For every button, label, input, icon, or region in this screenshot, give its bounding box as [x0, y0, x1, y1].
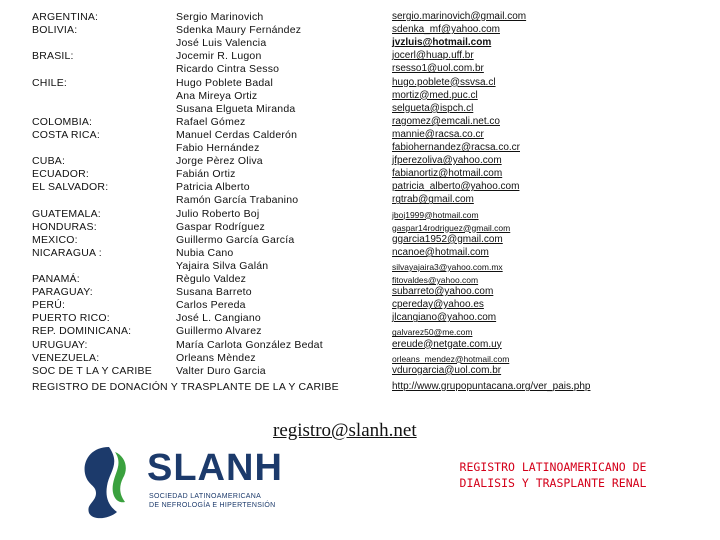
contact-name: Manuel Cerdas Calderón — [176, 128, 298, 141]
contact-row — [0, 352, 720, 365]
contact-name: Sdenka Maury Fernández — [176, 24, 302, 37]
country-label: PERÚ: — [32, 299, 66, 312]
contact-email-link[interactable]: selgueta@ispch.cl — [392, 102, 474, 114]
contact-row — [0, 11, 720, 24]
country-label: NICARAGUA : — [32, 246, 102, 259]
contact-row — [0, 221, 720, 234]
country-label: COSTA RICA: — [32, 128, 100, 141]
country-label: CUBA: — [32, 155, 66, 168]
contact-name: Carlos Pereda — [176, 299, 246, 312]
contact-name: Patricia Alberto — [176, 181, 250, 194]
contact-name: Gaspar Rodríguez — [176, 220, 265, 233]
contact-name: Ana Mireya Ortiz — [176, 89, 258, 102]
contact-row — [0, 168, 720, 181]
contact-name: Hugo Poblete Badal — [176, 76, 274, 89]
contact-email-link[interactable]: jvzluis@hotmail.com — [392, 37, 492, 49]
contact-row — [0, 365, 720, 378]
country-label: URUGUAY: — [32, 338, 88, 351]
contact-name: Règulo Valdez — [176, 273, 247, 285]
registry-link[interactable]: http://www.grupopuntacana.org/ver_pais.php — [392, 381, 591, 392]
contact-row — [0, 194, 720, 207]
contact-row — [0, 299, 720, 312]
country-label: PANAMÁ: — [32, 273, 80, 285]
contact-name: Ricardo Cintra Sesso — [176, 63, 280, 76]
contact-email-link[interactable]: fabiohernandez@racsa.co.cr — [392, 142, 520, 153]
contact-email-link[interactable]: sergio.marinovich@gmail.com — [392, 11, 527, 22]
contact-name: Susana Barreto — [176, 286, 252, 299]
country-label: GUATEMALA: — [32, 207, 101, 220]
contact-row — [0, 155, 720, 168]
country-label: BOLIVIA: — [32, 24, 78, 37]
contact-name: Fabián Ortiz — [176, 168, 236, 181]
country-label: HONDURAS: — [32, 220, 97, 233]
contact-row — [0, 286, 720, 299]
contact-name: María Carlota González Bedat — [176, 338, 323, 351]
contact-email-link[interactable]: ggarcia1952@gmail.com — [392, 233, 503, 245]
contact-name: Guillermo Alvarez — [176, 325, 262, 338]
contact-email-link[interactable]: registro@slanh.net — [273, 420, 417, 441]
slanh-logo — [25, 442, 323, 522]
organization-name-line-1: REGISTRO LATINOAMERICANO DE — [459, 460, 647, 474]
contact-row — [0, 260, 720, 273]
country-label: PUERTO RICO: — [32, 312, 110, 325]
country-label: COLOMBIA: — [32, 115, 93, 128]
contact-email-link[interactable]: jboj1999@hotmail.com — [392, 209, 479, 220]
contact-row — [0, 90, 720, 103]
contact-name: Orleans Mèndez — [176, 351, 256, 364]
contact-row — [0, 325, 720, 338]
logo-subtitle-1: SOCIEDAD LATINOAMERICANA — [149, 493, 262, 500]
contact-email-link[interactable]: patricia_alberto@yahoo.com — [392, 181, 520, 193]
contact-name: José L. Cangiano — [176, 312, 261, 325]
contact-row — [0, 142, 720, 155]
contact-email-link[interactable]: fitovaldes@yahoo.com — [392, 275, 479, 285]
contact-email-link[interactable]: ncanoe@hotmail.com — [392, 246, 489, 258]
country-label: CHILE: — [32, 76, 68, 89]
contact-name: Nubia Cano — [176, 246, 234, 259]
organization-name-line-2: DIALISIS Y TRASPLANTE RENAL — [459, 476, 647, 490]
contact-row — [0, 24, 720, 37]
country-label: EL SALVADOR: — [32, 181, 109, 194]
contact-email-link[interactable]: jfperezoliva@yahoo.com — [392, 155, 502, 167]
contact-email-link[interactable]: hugo.poblete@ssvsa.cl — [392, 76, 496, 88]
contact-email-link[interactable]: mannie@racsa.co.cr — [392, 128, 484, 140]
contact-email-link[interactable]: sdenka_mf@yahoo.com — [392, 24, 500, 36]
contact-email-link[interactable]: ragomez@emcali.net.co — [392, 115, 500, 127]
contact-email-link[interactable]: subarreto@yahoo.com — [392, 286, 494, 298]
country-label: VENEZUELA: — [32, 351, 100, 364]
contact-row — [0, 116, 720, 129]
contact-row — [0, 63, 720, 76]
contact-email-link[interactable]: ereude@netgate.com.uy — [392, 338, 502, 350]
contact-row — [0, 103, 720, 116]
contact-email-link[interactable]: cpereday@yahoo.es — [392, 299, 484, 311]
contact-row — [0, 339, 720, 352]
contact-row — [0, 181, 720, 194]
contact-row — [0, 234, 720, 247]
contact-email-link[interactable]: gaspar14rodriguez@gmail.com — [392, 222, 511, 233]
contact-name: Sergio Marinovich — [176, 11, 264, 23]
logo-name: SLANH — [147, 447, 283, 489]
contact-email-link[interactable]: galvarez50@me.com — [392, 327, 473, 338]
contact-row — [0, 77, 720, 90]
contact-name: Ramón García Trabanino — [176, 194, 299, 207]
contact-email-link[interactable]: jocerl@huap.uff.br — [392, 50, 474, 62]
contact-name: Guillermo García García — [176, 233, 295, 246]
contact-row — [0, 247, 720, 260]
contact-email-link[interactable]: rsesso1@uol.com.br — [392, 63, 484, 75]
contact-email-link[interactable]: mortiz@med.puc.cl — [392, 89, 478, 101]
contact-row — [0, 50, 720, 63]
country-label: ECUADOR: — [32, 168, 90, 181]
contact-name: Jocemir R. Lugon — [176, 50, 262, 63]
logo-subtitle-2: DE NEFROLOGÍA E HIPERTENSIÓN — [149, 502, 276, 509]
contact-email-link[interactable]: fabianortiz@hotmail.com — [392, 168, 503, 180]
country-label: REP. DOMINICANA: — [32, 325, 132, 338]
contact-name: Yajaira Silva Galán — [176, 259, 269, 272]
contact-row — [0, 37, 720, 50]
contact-email-link[interactable]: vdurogarcia@uol.com.br — [392, 364, 502, 376]
contact-row — [0, 208, 720, 221]
contact-name: Fabio Hernández — [176, 142, 260, 154]
contact-name: Julio Roberto Boj — [176, 207, 260, 220]
country-label: MEXICO: — [32, 233, 78, 246]
contact-name: Jorge Pèrez Oliva — [176, 155, 263, 168]
contact-name: Valter Duro Garcia — [176, 364, 266, 377]
contact-name: José Luis Valencia — [176, 37, 267, 50]
contact-row — [0, 129, 720, 142]
registry-label: REGISTRO DE DONACIÓN Y TRASPLANTE DE LA Y CARIBE — [32, 381, 339, 393]
country-label: ARGENTINA: — [32, 11, 99, 23]
contact-row — [0, 273, 720, 286]
country-label: PARAGUAY: — [32, 286, 93, 299]
country-label: SOC DE T LA Y CARIBE — [32, 364, 152, 377]
contact-email-link[interactable]: jlcangiano@yahoo.com — [392, 312, 497, 324]
contact-email-link[interactable]: orleans_mendez@hotmail.com — [392, 353, 510, 364]
country-label: BRASIL: — [32, 50, 74, 63]
organization-name — [408, 459, 698, 491]
contact-row — [0, 312, 720, 325]
contact-email-link[interactable]: rgtrab@gmail.com — [392, 194, 474, 206]
contact-email-link[interactable]: silvayajaira3@yahoo.com.mx — [392, 261, 503, 272]
contact-name: Rafael Gómez — [176, 115, 246, 128]
contact-name: Susana Elgueta Miranda — [176, 102, 296, 115]
